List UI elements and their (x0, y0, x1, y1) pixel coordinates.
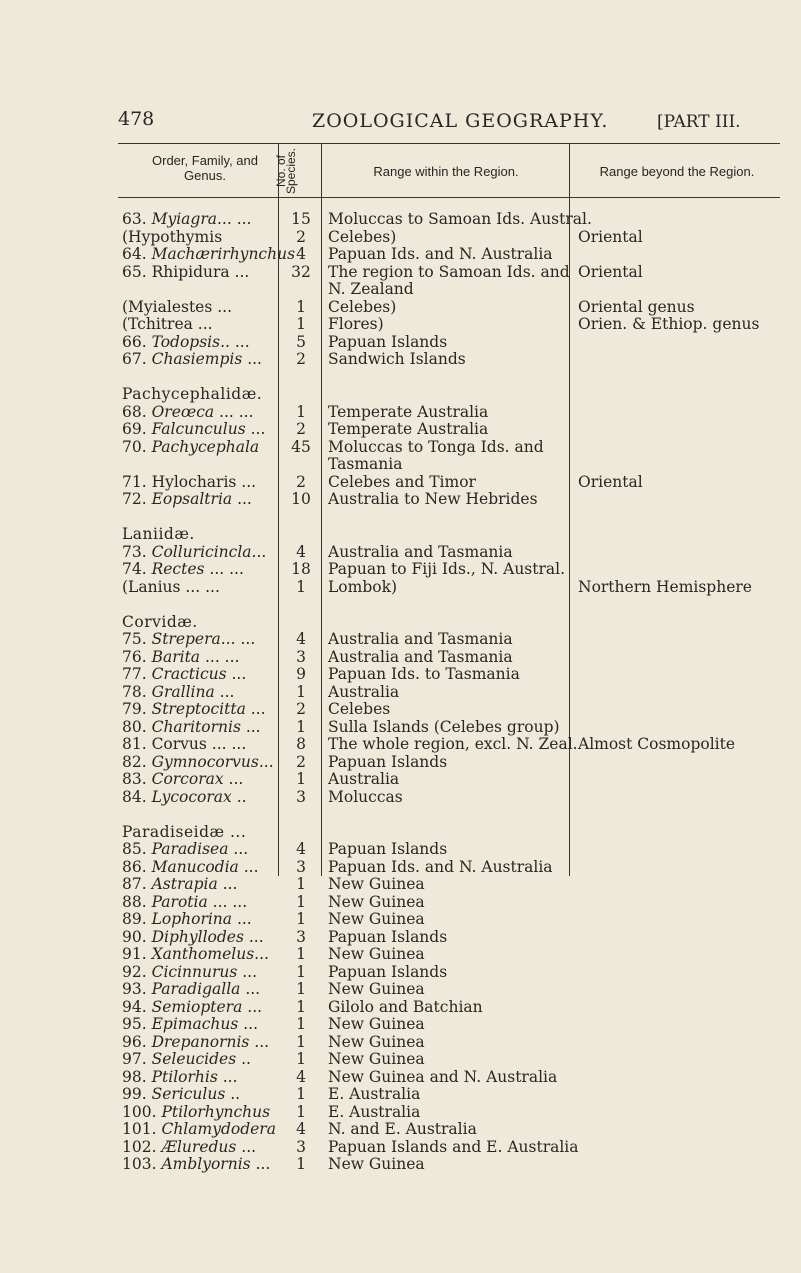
table-row (0, 403, 801, 421)
species-count: 1 (296, 402, 306, 421)
genus-name: 66. Todopsis.. ... (122, 332, 250, 351)
table-row (0, 1033, 801, 1051)
table-row (0, 875, 801, 893)
species-count: 3 (296, 857, 306, 876)
table-row (0, 245, 801, 263)
species-count: 15 (291, 210, 311, 228)
genus-name: 73. Colluricincla... (122, 542, 267, 561)
range-within: Moluccas to Samoan Ids. Austral. (328, 210, 592, 228)
table-row (0, 595, 801, 613)
species-count: 9 (296, 665, 306, 683)
genus-name: 64. Machærirhynchus (122, 245, 296, 263)
genus-name: 75. Strepera... ... (122, 630, 256, 648)
table-row (0, 1085, 801, 1103)
table-row (0, 490, 801, 508)
range-within: Celebes and Timor (328, 472, 476, 491)
species-count: 1 (296, 577, 306, 596)
column-header-range-within: Range within the Region. (373, 164, 519, 179)
range-within: Sandwich Islands (328, 350, 466, 368)
range-beyond: Oriental genus (578, 297, 695, 316)
part-label: [PART III. (657, 112, 741, 132)
genus-name: 84. Lycocorax .. (122, 787, 247, 806)
range-within: The whole region, excl. N. Zeal. (328, 735, 578, 753)
range-within: New Guinea (328, 875, 425, 893)
table-row (0, 805, 801, 823)
family-heading-row (0, 525, 801, 543)
range-within: The region to Samoan Ids. and (328, 262, 570, 281)
species-count: 8 (296, 735, 306, 753)
range-within: Australia and Tasmania (328, 630, 513, 648)
table-row (0, 683, 801, 701)
species-count: 2 (296, 227, 306, 246)
range-beyond: Oriental (578, 262, 643, 281)
genus-name: Laniidæ. (122, 525, 195, 543)
genus-name: 87. Astrapia ... (122, 875, 238, 893)
genus-name: 63. Myiagra... ... (122, 210, 252, 228)
table-row (0, 455, 801, 473)
table-row (0, 648, 801, 666)
species-count: 4 (296, 1120, 306, 1138)
genus-name: 70. Pachycephala (122, 437, 260, 456)
range-within: N. and E. Australia (328, 1120, 477, 1138)
species-count: 4 (296, 245, 306, 263)
table-row (0, 1068, 801, 1086)
genus-name: Paradiseidæ ... (122, 822, 247, 841)
range-within: Celebes (328, 700, 391, 718)
table-row (0, 578, 801, 596)
table-row (0, 840, 801, 858)
column-header-species: No. of Species. (274, 147, 298, 195)
table-row (0, 438, 801, 456)
table-row (0, 700, 801, 718)
range-within: Temperate Australia (328, 402, 489, 421)
genus-name: 88. Parotia ... ... (122, 892, 248, 911)
genus-name: 97. Seleucides .. (122, 1050, 251, 1068)
table-row (0, 1015, 801, 1033)
table-row (0, 735, 801, 753)
range-within: New Guinea (328, 1050, 425, 1068)
table-row (0, 1120, 801, 1138)
table-row (0, 858, 801, 876)
species-count: 1 (296, 1155, 306, 1173)
genus-name: Pachycephalidæ. (122, 385, 263, 403)
range-within: New Guinea (328, 1015, 425, 1033)
species-count: 5 (296, 332, 306, 351)
species-count: 3 (296, 927, 306, 946)
species-count: 1 (296, 1102, 306, 1121)
range-within: Papuan Ids. and N. Australia (328, 245, 553, 263)
species-count: 1 (296, 892, 306, 911)
range-within: Papuan to Fiji Ids., N. Austral. (328, 560, 566, 578)
table-row (0, 420, 801, 438)
range-within: E. Australia (328, 1102, 421, 1121)
range-beyond: Almost Cosmopolite (578, 735, 736, 753)
genus-name: 100. Ptilorhynchus (122, 1102, 271, 1121)
table-row (0, 788, 801, 806)
genus-name: (Hypothymis (122, 227, 223, 246)
family-heading-row (0, 385, 801, 403)
genus-name: 94. Semioptera ... (122, 997, 263, 1016)
range-within: Australia to New Hebrides (328, 490, 538, 508)
range-within: New Guinea (328, 1155, 425, 1173)
range-within: New Guinea (328, 892, 425, 911)
species-count: 1 (296, 1015, 306, 1033)
range-beyond: Orien. & Ethiop. genus (578, 315, 760, 333)
table-row (0, 928, 801, 946)
genus-name: 80. Charitornis ... (122, 717, 261, 736)
genus-name: 101. Chlamydodera (122, 1120, 276, 1138)
table-row (0, 350, 801, 368)
range-within: New Guinea (328, 945, 425, 963)
table-row (0, 910, 801, 928)
range-within: Sulla Islands (Celebes group) (328, 717, 560, 736)
genus-name: 67. Chasiempis ... (122, 350, 262, 368)
genus-name: 68. Oreœca ... ... (122, 402, 254, 421)
table-row (0, 560, 801, 578)
table-row (0, 963, 801, 981)
range-beyond: Oriental (578, 227, 643, 246)
genus-name: (Tchitrea ... (122, 315, 213, 333)
genus-name: 86. Manucodia ... (122, 857, 259, 876)
species-count: 1 (296, 910, 306, 928)
species-count: 1 (296, 770, 306, 788)
range-within: Lombok) (328, 577, 398, 596)
genus-name: 74. Rectes ... ... (122, 560, 244, 578)
table-row (0, 1050, 801, 1068)
range-within: New Guinea (328, 1032, 425, 1051)
species-count: 18 (291, 560, 311, 578)
species-count: 1 (296, 962, 306, 981)
genus-name: 91. Xanthomelus... (122, 945, 269, 963)
table-row (0, 315, 801, 333)
species-count: 1 (296, 875, 306, 893)
species-count: 1 (296, 1032, 306, 1051)
table-row (0, 753, 801, 771)
range-within: Papuan Ids. and N. Australia (328, 857, 553, 876)
genus-name: 82. Gymnocorvus... (122, 752, 274, 771)
range-within: New Guinea and N. Australia (328, 1067, 558, 1086)
range-within: Moluccas to Tonga Ids. and (328, 437, 544, 456)
range-within: New Guinea (328, 910, 425, 928)
genus-name: 71. Hylocharis ... (122, 472, 257, 491)
range-within: Papuan Islands (328, 962, 448, 981)
genus-name: 76. Barita ... ... (122, 647, 240, 666)
running-title: ZOOLOGICAL GEOGRAPHY. (312, 110, 609, 132)
range-within: Australia (328, 770, 400, 788)
table-row (0, 1155, 801, 1173)
page-number: 478 (118, 108, 155, 130)
genus-name: 79. Streptocitta ... (122, 700, 266, 718)
table-row (0, 998, 801, 1016)
table-row (0, 228, 801, 246)
table-row (0, 770, 801, 788)
species-count: 45 (291, 437, 311, 456)
species-count: 32 (291, 262, 311, 281)
table-row (0, 980, 801, 998)
range-within: Papuan Islands and E. Australia (328, 1137, 579, 1156)
range-beyond: Oriental (578, 472, 643, 491)
table-row (0, 333, 801, 351)
table-row (0, 1138, 801, 1156)
table-row (0, 718, 801, 736)
species-count: 3 (296, 647, 306, 666)
table-row (0, 298, 801, 316)
genus-name: 90. Diphyllodes ... (122, 927, 264, 946)
range-within: Temperate Australia (328, 420, 489, 438)
range-beyond: Northern Hemisphere (578, 577, 752, 596)
range-within: Australia (328, 682, 400, 701)
genus-name: Corvidæ. (122, 612, 198, 631)
table-row (0, 508, 801, 526)
column-header-order: Order, Family, and Genus. (152, 153, 258, 183)
range-within: Papuan Islands (328, 840, 448, 858)
species-count: 1 (296, 315, 306, 333)
species-count: 1 (296, 945, 306, 963)
range-within: Tasmania (328, 455, 403, 473)
range-within: Celebes) (328, 297, 397, 316)
range-within: Papuan Islands (328, 332, 448, 351)
species-count: 4 (296, 840, 306, 858)
species-count: 1 (296, 980, 306, 998)
species-count: 1 (296, 682, 306, 701)
genus-name: 98. Ptilorhis ... (122, 1067, 238, 1086)
table-row (0, 945, 801, 963)
table-row (0, 1103, 801, 1121)
species-count: 2 (296, 350, 306, 368)
species-count: 3 (296, 787, 306, 806)
genus-name: 83. Corcorax ... (122, 770, 244, 788)
table-header-rule (118, 197, 780, 198)
table-row (0, 280, 801, 298)
species-count: 2 (296, 700, 306, 718)
species-count: 4 (296, 1067, 306, 1086)
range-within: Australia and Tasmania (328, 542, 513, 561)
range-within: Papuan Islands (328, 752, 448, 771)
species-count: 3 (296, 1137, 306, 1156)
table-top-rule (118, 143, 780, 144)
genus-name: 72. Eopsaltria ... (122, 490, 252, 508)
table-row (0, 543, 801, 561)
range-within: New Guinea (328, 980, 425, 998)
genus-name: 96. Drepanornis ... (122, 1032, 270, 1051)
genus-name: 92. Cicinnurus ... (122, 962, 258, 981)
species-count: 1 (296, 297, 306, 316)
table-row (0, 263, 801, 281)
species-count: 2 (296, 752, 306, 771)
column-header-range-beyond: Range beyond the Region. (599, 164, 755, 179)
genus-name: (Myialestes ... (122, 297, 233, 316)
range-within: Celebes) (328, 227, 397, 246)
genus-name: 102. Æluredus ... (122, 1137, 257, 1156)
genus-name: 95. Epimachus ... (122, 1015, 259, 1033)
range-within: Gilolo and Batchian (328, 997, 483, 1016)
family-heading-row (0, 613, 801, 631)
family-heading-row (0, 823, 801, 841)
species-count: 1 (296, 717, 306, 736)
genus-name: 69. Falcunculus ... (122, 420, 266, 438)
species-count: 10 (291, 490, 311, 508)
genus-name: 89. Lophorina ... (122, 910, 252, 928)
genus-name: 77. Cracticus ... (122, 665, 247, 683)
genus-name: 93. Paradigalla ... (122, 980, 261, 998)
species-count: 2 (296, 420, 306, 438)
table-row (0, 368, 801, 386)
range-within: Moluccas (328, 787, 403, 806)
range-within: N. Zealand (328, 280, 414, 298)
table-row (0, 473, 801, 491)
table-row (0, 893, 801, 911)
species-count: 4 (296, 630, 306, 648)
species-count: 1 (296, 1085, 306, 1103)
genus-name: (Lanius ... ... (122, 577, 220, 596)
range-within: Papuan Ids. to Tasmania (328, 665, 520, 683)
species-count: 1 (296, 997, 306, 1016)
genus-name: 103. Amblyornis ... (122, 1155, 271, 1173)
genus-name: 78. Grallina ... (122, 682, 235, 701)
species-count: 1 (296, 1050, 306, 1068)
species-count: 4 (296, 542, 306, 561)
genus-name: 99. Sericulus .. (122, 1085, 241, 1103)
range-within: E. Australia (328, 1085, 421, 1103)
genus-name: 85. Paradisea ... (122, 840, 249, 858)
species-count: 2 (296, 472, 306, 491)
range-within: Papuan Islands (328, 927, 448, 946)
table-row (0, 630, 801, 648)
genus-name: 81. Corvus ... ... (122, 735, 247, 753)
range-within: Flores) (328, 315, 384, 333)
table-row (0, 665, 801, 683)
table-row (0, 210, 801, 228)
genus-name: 65. Rhipidura ... (122, 262, 250, 281)
range-within: Australia and Tasmania (328, 647, 513, 666)
